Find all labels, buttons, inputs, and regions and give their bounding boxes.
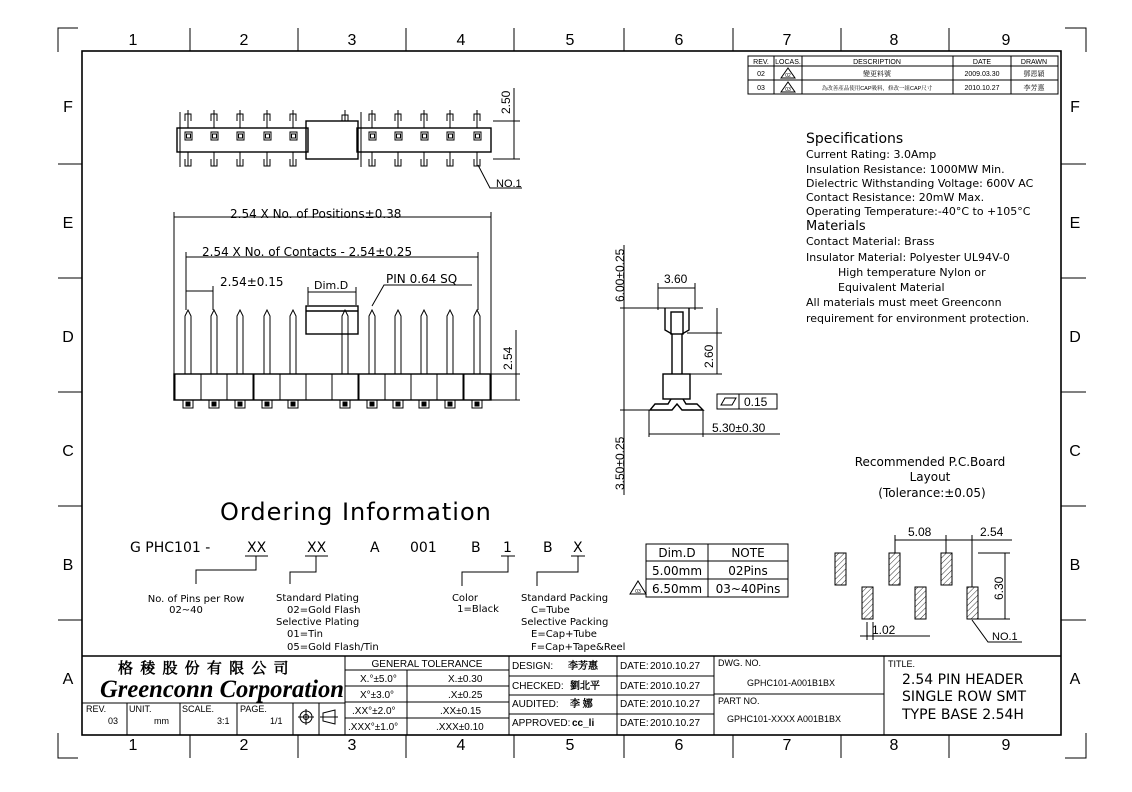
dim-side-cap: 3.60 [664, 272, 688, 286]
color-label: 1=Black [457, 604, 499, 615]
color-label: Color [451, 593, 479, 604]
row-marker: B [1069, 557, 1081, 574]
pin-top [237, 110, 244, 166]
pcb-pad [889, 553, 900, 585]
scale-label: SCALE. [182, 704, 215, 714]
rev-value: 03 [108, 716, 119, 726]
date-value: 2010.10.27 [650, 661, 701, 672]
spec-title: Specifications [806, 131, 904, 147]
column-marker: 5 [565, 32, 575, 49]
pin-front [411, 310, 437, 408]
scale-value: 3:1 [217, 716, 230, 726]
rev-cell: 03 [757, 85, 765, 92]
row-marker: A [62, 671, 74, 688]
column-marker: 9 [1001, 32, 1011, 49]
pcb-pad [835, 553, 846, 585]
tolerance-angular: .XXX°±1.0° [348, 722, 399, 733]
rev-cell: 2009.03.30 [964, 71, 1000, 78]
pcb-title: (Tolerance:±0.05) [878, 486, 986, 500]
dim-table-header: NOTE [731, 546, 765, 560]
dim-positions: 2.54 X No. of Positions±0.38 [230, 207, 402, 221]
row-marker: F [63, 99, 73, 116]
packing-label: F=Cap+Tape&Reel [531, 642, 626, 653]
tolerance-linear: .XX±0.15 [440, 706, 482, 717]
column-marker: 1 [128, 32, 138, 49]
pin-top [395, 110, 402, 166]
rev-cell: 2010.10.27 [964, 85, 1000, 92]
plating-label: 01=Tin [287, 629, 324, 640]
materials-title: Materials [806, 219, 866, 234]
pin-top [264, 110, 271, 166]
pin-front [437, 310, 463, 408]
no1-label: NO.1 [496, 178, 522, 190]
rev-cell: 變更料號 [863, 71, 891, 78]
audited-label: AUDITED: [512, 699, 559, 710]
material-line: All materials must meet Greenconn [806, 296, 1002, 309]
material-line: Contact Material: Brass [806, 235, 935, 248]
tolerance-linear: X.±0.30 [448, 674, 483, 685]
plating-label: Standard Plating [276, 593, 359, 604]
column-marker: 8 [889, 737, 899, 754]
dim-table-cell: 03~40Pins [715, 582, 781, 596]
part-value: GPHC101-XXXX A001B1BX [727, 714, 842, 724]
pins-label: No. of Pins per Row [147, 594, 245, 605]
code-part: G PHC101 - [130, 540, 211, 556]
pin-front [385, 310, 411, 408]
ordering-title: Ordering Information [220, 498, 492, 526]
pin-top [447, 110, 454, 166]
side-view [613, 245, 780, 495]
spec-line: Insulation Resistance: 1000MW Min. [806, 163, 1005, 176]
row-marker: C [1069, 443, 1081, 460]
rev-cell: 李芳惠 [1023, 85, 1045, 92]
dim-body-height: 2.54 [501, 346, 515, 370]
rev-header: LOCAS. [775, 59, 801, 66]
rev-header: DESCRIPTION [853, 59, 901, 66]
ordering-information [130, 498, 625, 653]
code-part: A [370, 540, 380, 556]
pin-front [280, 310, 306, 408]
pin-top [421, 110, 428, 166]
title-label: TITLE. [888, 659, 916, 669]
column-marker: 3 [347, 32, 357, 49]
pin-front [254, 310, 280, 408]
dim-side-lower: 3.50±0.25 [613, 436, 627, 490]
rev-loc-marker: 03 [785, 87, 791, 93]
pcb-pad [862, 587, 873, 619]
dim-side-260: 2.60 [702, 344, 716, 368]
pin-front [227, 310, 253, 408]
dim-table-marker: 03 [635, 589, 641, 595]
rev-header: DATE [972, 59, 992, 66]
pin-front [175, 310, 201, 408]
tolerance-angular: X.°±5.0° [360, 674, 397, 685]
dwg-label: DWG. NO. [718, 658, 761, 668]
dwg-value: GPHC101-A001B1BX [747, 678, 836, 688]
rev-label: REV. [86, 704, 107, 714]
tolerance-angular: X°±3.0° [360, 690, 395, 701]
pin-top [369, 110, 376, 166]
material-line: Equivalent Material [838, 281, 945, 294]
tolerance-linear: .XXX±0.10 [436, 722, 484, 733]
date-value: 2010.10.27 [650, 718, 701, 729]
pcb-title: Layout [909, 470, 951, 484]
design-label: DESIGN: [512, 661, 554, 672]
column-marker: 4 [456, 32, 466, 49]
drawing-title: 2.54 PIN HEADER [902, 672, 1024, 688]
pcb-dim-630: 6.30 [992, 576, 1006, 600]
row-marker: D [1069, 329, 1081, 346]
part-label: PART NO. [718, 696, 760, 706]
pcb-pad [915, 587, 926, 619]
tolerance-angular: .XX°±2.0° [352, 706, 396, 717]
tolerance-title: GENERAL TOLERANCE [371, 659, 483, 670]
flatness-value: 0.15 [744, 395, 768, 409]
dim-table-cell: 5.00mm [651, 564, 703, 578]
rev-header: REV. [753, 59, 769, 66]
material-line: Insulator Material: Polyester UL94V-0 [806, 251, 1010, 264]
pin-top [474, 110, 481, 166]
pin-front [359, 310, 385, 408]
pcb-pad [967, 587, 978, 619]
pcb-no1: NO.1 [992, 631, 1018, 643]
date-value: 2010.10.27 [650, 699, 701, 710]
rev-loc-marker: 02 [785, 73, 791, 79]
dim-table-header: Dim.D [658, 546, 696, 560]
approved-value: cc_li [572, 718, 595, 729]
top-view [177, 88, 522, 190]
code-part: XX [247, 540, 267, 556]
pcb-layout [835, 455, 1022, 643]
pcb-dim-254: 2.54 [980, 525, 1004, 539]
row-marker: B [62, 557, 74, 574]
code-part: B [471, 540, 481, 556]
column-marker: 6 [674, 32, 684, 49]
column-marker: 2 [239, 32, 249, 49]
specifications [806, 131, 1034, 325]
column-marker: 7 [782, 737, 792, 754]
date-label: DATE: [620, 681, 649, 692]
packing-label: Standard Packing [521, 593, 609, 604]
tolerance-linear: .X±0.25 [448, 690, 483, 701]
rev-header: DRAWN [1020, 59, 1048, 66]
pcb-dim-102: 1.02 [872, 623, 896, 637]
packing-label: C=Tube [531, 605, 570, 616]
pin-size-label: PIN 0.64 SQ [386, 272, 458, 286]
code-part: 1 [503, 540, 512, 556]
pcb-dim-508: 5.08 [908, 525, 932, 539]
dim-top-height: 2.50 [499, 90, 513, 114]
material-line: High temperature Nylon or [838, 266, 986, 279]
row-marker: F [1070, 99, 1080, 116]
pin-front [332, 310, 358, 408]
dim-pitch: 2.54±0.15 [220, 275, 284, 289]
pin-front [201, 310, 227, 408]
spec-line: Contact Resistance: 20mW Max. [806, 191, 985, 204]
code-part: B [543, 540, 553, 556]
rev-cell: 為改善產品使用CAP吸料，修改一組CAP尺寸 [821, 86, 933, 92]
column-marker: 1 [128, 737, 138, 754]
date-value: 2010.10.27 [650, 681, 701, 692]
pin-top [185, 110, 192, 166]
pins-label: 02~40 [169, 605, 203, 616]
column-marker: 5 [565, 737, 575, 754]
dim-d-table [630, 544, 788, 597]
dim-contacts: 2.54 X No. of Contacts - 2.54±0.25 [202, 245, 413, 259]
checked-value: 劉北平 [570, 681, 600, 692]
revision-table [748, 56, 1058, 94]
packing-label: E=Cap+Tube [531, 629, 597, 640]
drawing-title: TYPE BASE 2.54H [902, 707, 1024, 723]
pcb-title: Recommended P.C.Board [854, 455, 1006, 469]
company-name: Greenconn Corporation [100, 676, 344, 703]
dim-foot: 5.30±0.30 [712, 421, 766, 435]
code-part: XX [307, 540, 327, 556]
spec-line: Current Rating: 3.0Amp [806, 148, 937, 161]
dim-table-cell: 02Pins [728, 564, 768, 578]
rev-cell: 鄧恩穎 [1023, 71, 1045, 78]
column-marker: 6 [674, 737, 684, 754]
design-value: 李芳惠 [568, 661, 598, 672]
dim-d-label: Dim.D [314, 279, 349, 292]
drawing-title: SINGLE ROW SMT [902, 689, 1026, 705]
material-line: requirement for environment protection. [806, 312, 1030, 325]
spec-line: Dielectric Withstanding Voltage: 600V AC [806, 177, 1034, 190]
page-label: PAGE. [240, 704, 267, 714]
row-marker: A [1069, 671, 1081, 688]
page-value: 1/1 [270, 716, 283, 726]
column-marker: 2 [239, 737, 249, 754]
column-marker: 9 [1001, 737, 1011, 754]
approved-label: APPROVED: [512, 718, 571, 729]
unit-value: mm [154, 716, 169, 726]
date-label: DATE: [620, 661, 649, 672]
row-marker: D [62, 329, 74, 346]
code-part: X [573, 540, 583, 556]
pcb-pad [941, 553, 952, 585]
row-marker: E [62, 215, 74, 232]
spec-line: Operating Temperature:-40°C to +105°C [806, 205, 1031, 218]
row-marker: C [62, 443, 74, 460]
unit-label: UNIT. [129, 704, 152, 714]
title-block [82, 656, 1061, 735]
row-marker: E [1069, 215, 1081, 232]
dim-table-cell: 6.50mm [651, 582, 703, 596]
front-view [174, 207, 520, 408]
column-marker: 3 [347, 737, 357, 754]
pin-top [290, 110, 297, 166]
plating-label: 02=Gold Flash [287, 605, 361, 616]
plating-label: 05=Gold Flash/Tin [287, 642, 379, 653]
column-marker: 7 [782, 32, 792, 49]
code-part: 001 [410, 540, 437, 556]
pin-top [211, 110, 218, 166]
column-marker: 4 [456, 737, 466, 754]
rev-cell: 02 [757, 71, 765, 78]
plating-label: Selective Plating [276, 617, 360, 628]
company-name-cn: 格 稜 股 份 有 限 公 司 [118, 659, 290, 677]
date-label: DATE: [620, 699, 649, 710]
audited-value: 李 娜 [570, 699, 593, 710]
checked-label: CHECKED: [512, 681, 564, 692]
dim-side-total: 6.00±0.25 [613, 248, 627, 302]
date-label: DATE: [620, 718, 649, 729]
column-marker: 8 [889, 32, 899, 49]
pin-front [464, 310, 490, 408]
packing-label: Selective Packing [521, 617, 609, 628]
